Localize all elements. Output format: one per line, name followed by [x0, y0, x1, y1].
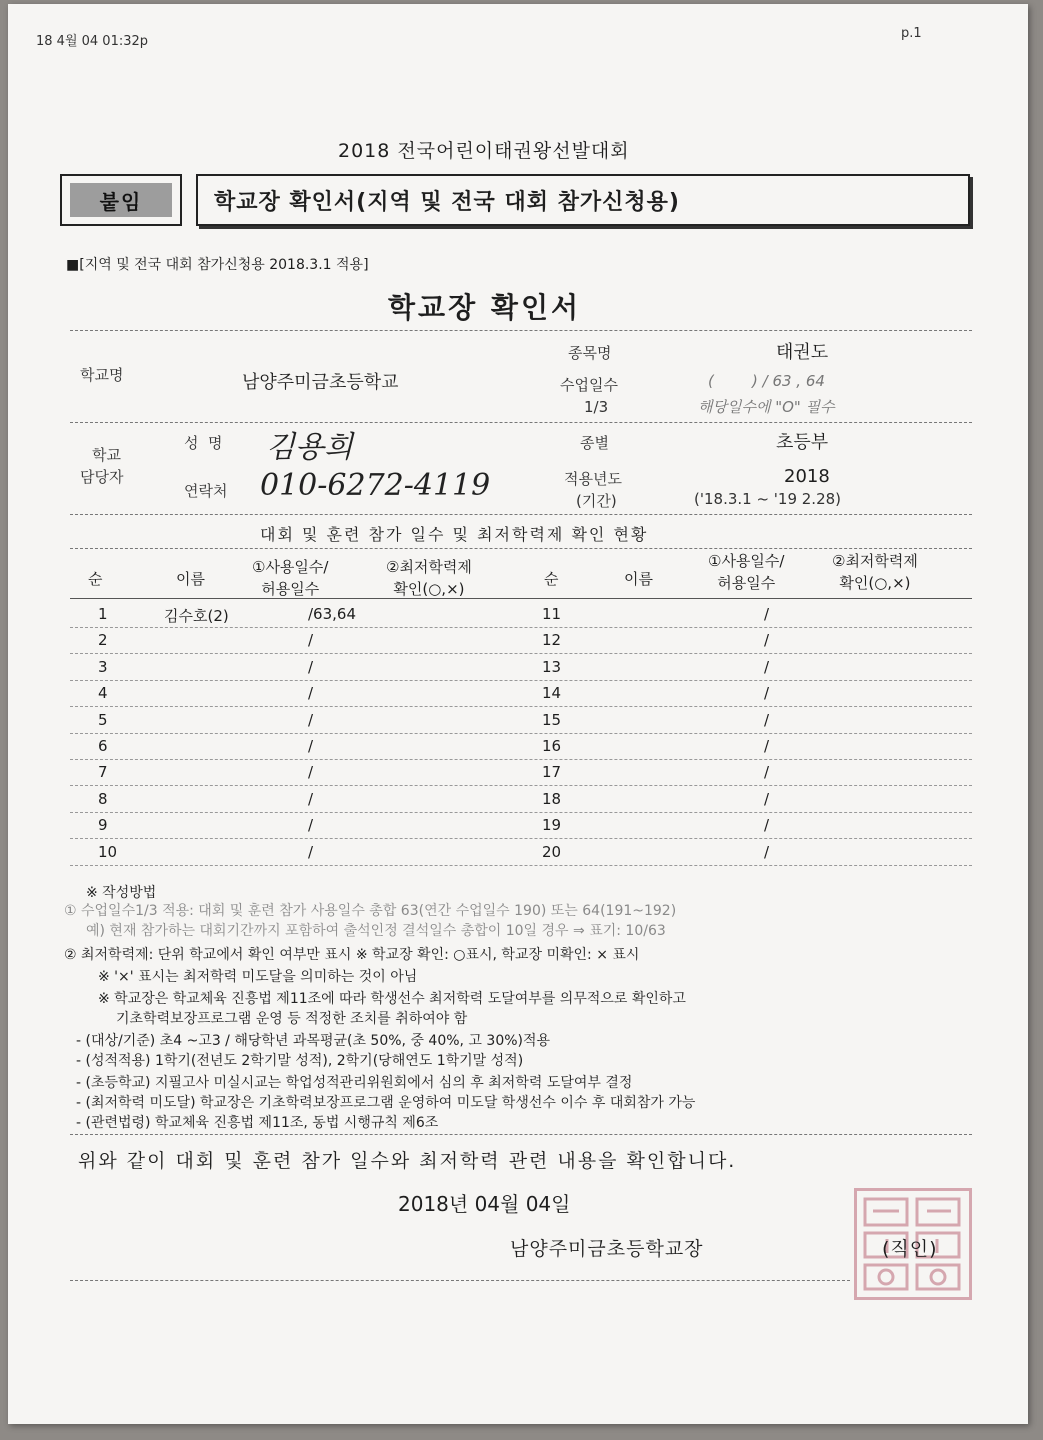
- row-number: 20: [542, 842, 562, 861]
- col-min-line1: ②최저학력제: [832, 552, 918, 570]
- row-number: 1: [98, 605, 108, 623]
- col-days-line1: ①사용일수/: [708, 552, 785, 570]
- col-days-line1: ①사용일수/: [252, 558, 329, 576]
- contact-value-handwritten: 010-6272-4119: [260, 468, 491, 503]
- instruction-line: - (대상/기준) 초4 ~고3 / 해당학년 과목평균(초 50%, 중 40%, 고 30%)적용: [76, 1033, 551, 1049]
- sport-value: 태권도: [776, 342, 829, 363]
- document-title: 학교장 확인서: [388, 291, 582, 324]
- table-row: [70, 812, 972, 839]
- row-number: 8: [98, 789, 108, 808]
- days-value: /: [764, 816, 770, 835]
- instruction-line: - (최저학력 미도달) 학교장은 기초학력보장프로그램 운영하여 미도달 학생선수 이수 후 대회참가 가능: [76, 1095, 696, 1111]
- staff-label-line1: 학교: [92, 446, 121, 464]
- row-number: 16: [542, 737, 562, 755]
- days-value: /: [308, 763, 314, 782]
- row-number: 3: [98, 657, 108, 676]
- divider: [70, 1280, 850, 1281]
- divider: [70, 598, 972, 599]
- row-number: 10: [98, 842, 118, 861]
- days-value: /: [308, 789, 314, 808]
- col-days-right: [708, 550, 784, 594]
- event-title: 2018 전국어린이태권왕선발대회: [338, 140, 630, 162]
- name-value-handwritten: 김용희: [266, 430, 353, 465]
- form-heading: 학교장 확인서(지역 및 전국 대회 참가신청용): [196, 174, 970, 226]
- days-value: /: [764, 737, 770, 755]
- row-number: 13: [542, 657, 562, 676]
- contact-label: 연락처: [184, 482, 228, 500]
- instruction-line: 기초학력보장프로그램 운영 등 적정한 조치를 취하여야 함: [116, 1011, 468, 1027]
- col-days-left: [252, 556, 328, 600]
- row-number: 19: [542, 816, 562, 835]
- attachment-badge-label: 붙임: [70, 183, 172, 217]
- division-label: 종별: [580, 434, 609, 452]
- row-number: 2: [98, 631, 108, 650]
- col-no-left: 순: [88, 570, 103, 588]
- confirmation-statement: 위와 같이 대회 및 훈련 참가 일수와 최저학력 관련 내용을 확인합니다.: [78, 1150, 737, 1172]
- school-label: 학교명: [80, 366, 124, 384]
- table-row: [70, 654, 972, 681]
- instructions-heading: ※ 작성방법: [86, 885, 157, 901]
- days-value: /: [308, 631, 314, 650]
- col-min-left: [386, 556, 472, 600]
- days-value: /: [308, 710, 314, 729]
- seal-label: (직인): [882, 1238, 938, 1260]
- table-row: [70, 839, 972, 866]
- days-value: /: [308, 657, 314, 676]
- days-value: /: [308, 684, 314, 703]
- name-label: 성 명: [184, 434, 223, 452]
- class-days-fraction-label: 1/3: [584, 398, 609, 416]
- instruction-line: ※ 학교장은 학교체육 진흥법 제11조에 따라 학생선수 최저학력 도달여부를 의무적으로 확인하고: [98, 991, 686, 1007]
- days-value: /: [764, 605, 770, 623]
- col-min-line1: ②최저학력제: [386, 558, 472, 576]
- col-no-right: 순: [544, 570, 559, 588]
- divider: [70, 330, 972, 331]
- instruction-line: ② 최저학력제: 단위 학교에서 확인 여부만 표시 ※ 학교장 확인: ○표시, 학교장 미확인: × 표시: [64, 947, 640, 963]
- days-value: /: [764, 684, 770, 703]
- days-value: /: [308, 842, 314, 861]
- col-name-left: 이름: [176, 570, 205, 588]
- year-label: 적용년도: [564, 470, 622, 488]
- days-value: /: [308, 737, 314, 755]
- days-value: /: [764, 842, 770, 861]
- class-days-label: 수업일수: [560, 376, 618, 394]
- days-value: /: [764, 657, 770, 676]
- period-value: ('18.3.1 ~ '19 2.28): [694, 490, 842, 508]
- signer-name: 남양주미금초등학교장: [510, 1238, 704, 1260]
- document-page: [8, 4, 1028, 1424]
- instruction-line: 예) 현재 참가하는 대회기간까지 포함하여 출석인정 결석일수 총합이 10일 경우 ⇒ 표기: 10/63: [86, 923, 666, 939]
- divider: [70, 1134, 972, 1135]
- instruction-line: - (관련법령) 학교체육 진흥법 제11조, 동법 시행규칙 제6조: [76, 1115, 439, 1131]
- row-number: 17: [542, 763, 562, 782]
- days-value: /: [764, 631, 770, 650]
- instruction-line: ① 수업일수1/3 적용: 대회 및 훈련 참가 사용일수 총합 63(연간 수업일수 190) 또는 64(191~192): [64, 903, 677, 919]
- divider: [70, 548, 972, 549]
- col-name-right: 이름: [624, 570, 653, 588]
- divider: [70, 422, 972, 423]
- table-row: [70, 601, 972, 628]
- period-label: (기간): [576, 492, 617, 510]
- col-min-line2: 확인(○,×): [839, 574, 911, 592]
- table-row: [70, 707, 972, 734]
- staff-label-line2: 담당자: [80, 468, 124, 486]
- table-row: [70, 733, 972, 760]
- class-days-note: 해당일수에 "O" 필수: [698, 398, 835, 416]
- row-number: 14: [542, 684, 562, 703]
- row-number: 6: [98, 737, 108, 755]
- col-days-line2: 허용일수: [717, 574, 776, 592]
- row-number: 11: [542, 605, 562, 623]
- col-min-line2: 확인(○,×): [393, 580, 465, 598]
- divider: [70, 514, 972, 515]
- instruction-line: - (초등학교) 지필고사 미실시교는 학업성적관리위원회에서 심의 후 최저학력 도달여부 결정: [76, 1075, 633, 1091]
- row-number: 15: [542, 710, 562, 729]
- days-value: /: [308, 816, 314, 835]
- days-value: /: [764, 710, 770, 729]
- instruction-line: - (성적적용) 1학기(전년도 2학기말 성적), 2학기(당해연도 1학기말 성적): [76, 1053, 524, 1069]
- attachment-badge: [60, 174, 182, 226]
- year-value: 2018: [784, 466, 830, 487]
- row-number: 7: [98, 763, 108, 782]
- sport-label: 종목명: [568, 344, 612, 362]
- class-days-value: ( ) / 63 , 64: [708, 372, 825, 390]
- form-note: ■[지역 및 전국 대회 참가신청용 2018.3.1 적용]: [66, 257, 369, 273]
- row-number: 9: [98, 816, 108, 835]
- days-value: /: [764, 763, 770, 782]
- col-min-right: [832, 550, 918, 594]
- table-row: [70, 759, 972, 786]
- table-row: [70, 627, 972, 654]
- row-number: 12: [542, 631, 562, 650]
- division-value: 초등부: [776, 432, 829, 453]
- table-row: [70, 680, 972, 707]
- days-value: /: [764, 789, 770, 808]
- table-row: [70, 786, 972, 813]
- row-number: 18: [542, 789, 562, 808]
- fax-page-number: p.1: [901, 26, 922, 41]
- days-value: /63,64: [308, 605, 356, 623]
- student-name: 김수호(2): [164, 607, 229, 625]
- table-section-title: 대회 및 훈련 참가 일수 및 최저학력제 확인 현황: [260, 525, 649, 544]
- row-number: 5: [98, 710, 108, 729]
- instruction-line: ※ '×' 표시는 최저학력 미도달을 의미하는 것이 아님: [98, 969, 418, 985]
- issue-date: 2018년 04월 04일: [398, 1192, 571, 1216]
- fax-timestamp: 18 4월 04 01:32p: [36, 34, 149, 49]
- school-name: 남양주미금초등학교: [242, 372, 399, 393]
- row-number: 4: [98, 684, 108, 703]
- col-days-line2: 허용일수: [261, 580, 320, 598]
